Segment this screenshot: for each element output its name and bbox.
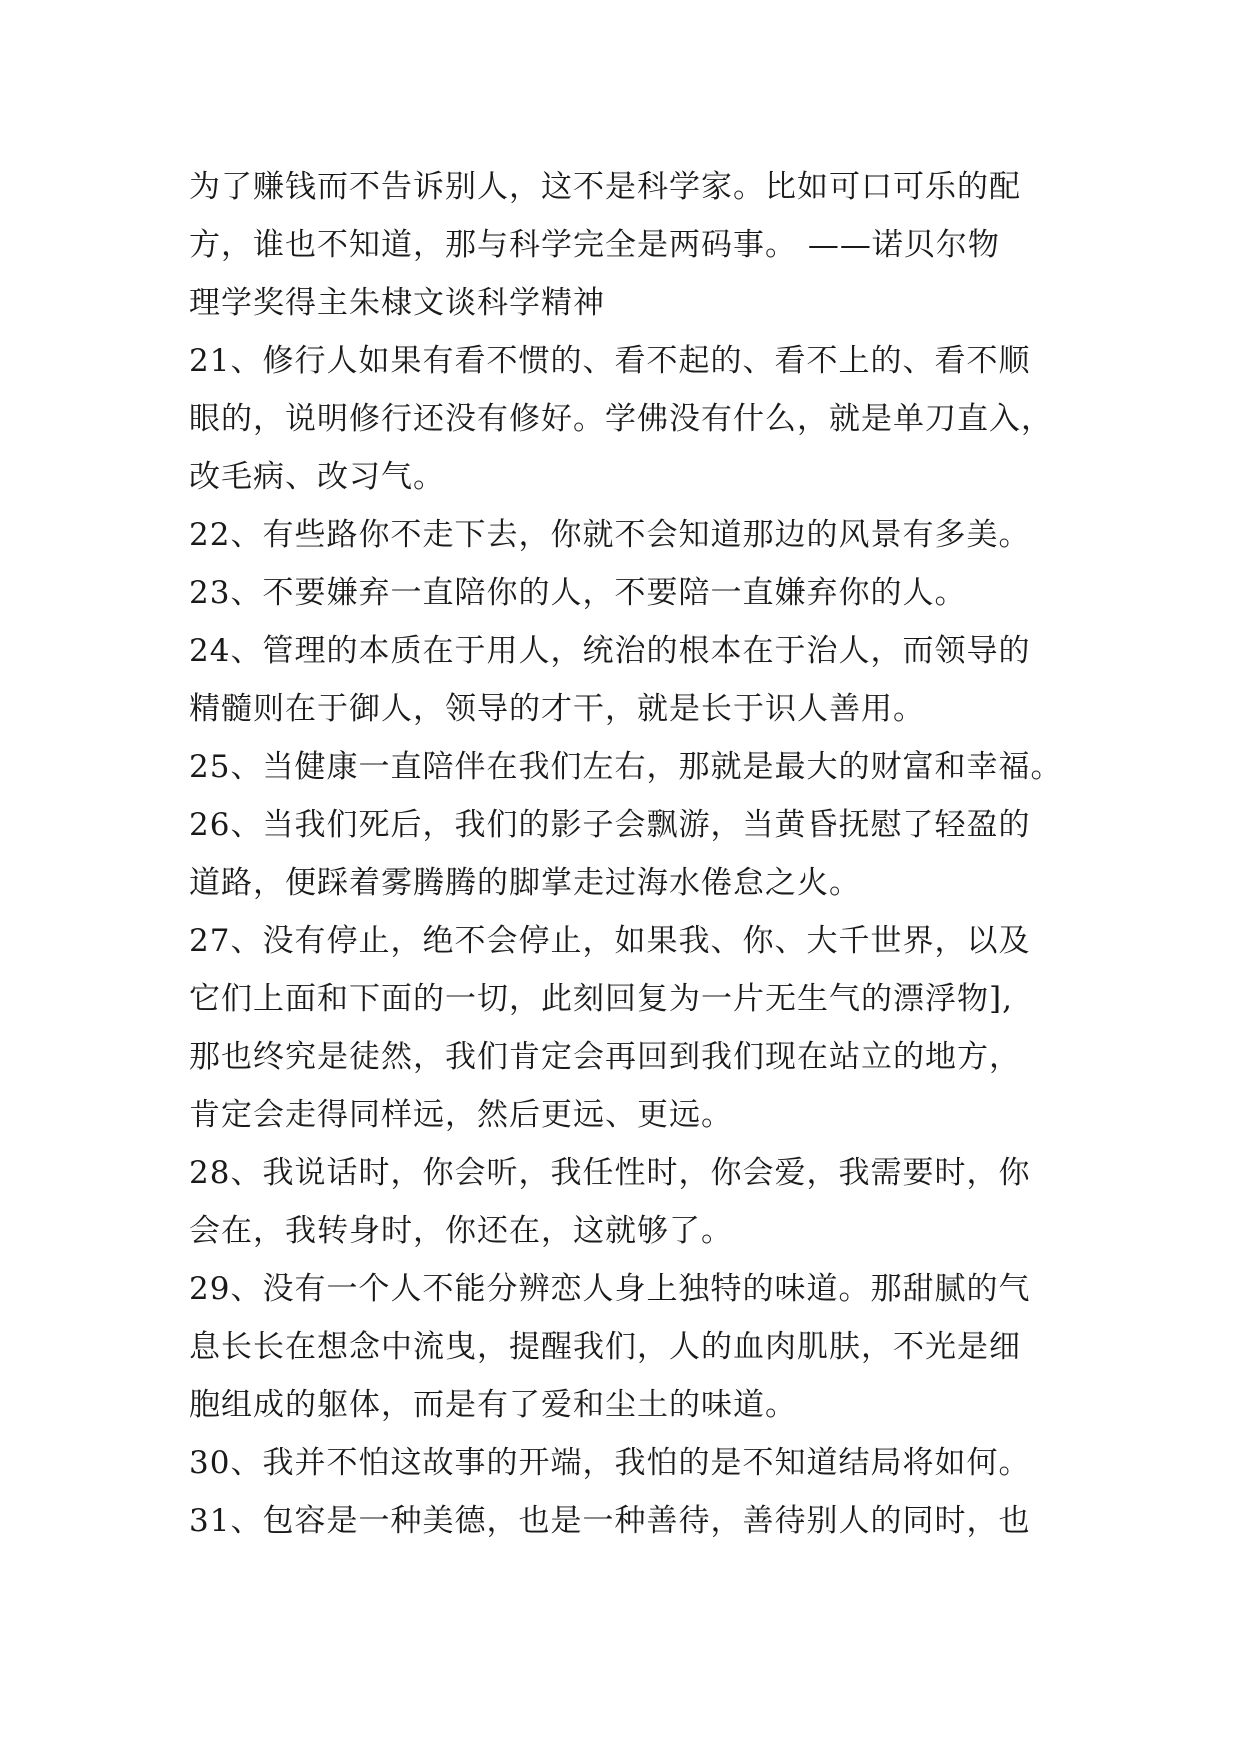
text-line: 胞组成的躯体，而是有了爱和尘土的味道。 — [189, 1387, 797, 1423]
text-line: 精髓则在于御人，领导的才干，就是长于识人善用。 — [189, 691, 925, 727]
body-text — [189, 158, 1069, 1550]
text-line: 为了赚钱而不告诉别人，这不是科学家。比如可口可乐的配 — [189, 169, 1021, 205]
text-line: 理学奖得主朱棣文谈科学精神 — [189, 285, 605, 321]
text-line: 它们上面和下面的一切，此刻回复为一片无生气的漂浮物], — [189, 981, 1013, 1017]
text-line: 28、我说话时，你会听，我任性时，你会爱，我需要时，你 — [189, 1155, 1031, 1191]
text-line: 27、没有停止，绝不会停止，如果我、你、大千世界，以及 — [189, 923, 1031, 959]
text-line: 那也终究是徒然，我们肯定会再回到我们现在站立的地方， — [189, 1039, 1021, 1075]
text-line: 会在，我转身时，你还在，这就够了。 — [189, 1213, 733, 1249]
text-line: 改毛病、改习气。 — [189, 459, 445, 495]
text-line: 26、当我们死后，我们的影子会飘游，当黄昏抚慰了轻盈的 — [189, 807, 1031, 843]
text-line: 23、不要嫌弃一直陪你的人，不要陪一直嫌弃你的人。 — [189, 575, 967, 611]
text-line: 22、有些路你不走下去，你就不会知道那边的风景有多美。 — [189, 517, 1031, 553]
text-line: 道路，便踩着雾腾腾的脚掌走过海水倦怠之火。 — [189, 865, 861, 901]
text-line: 31、包容是一种美德，也是一种善待，善待别人的同时，也 — [189, 1503, 1031, 1539]
text-line: 息长长在想念中流曳，提醒我们，人的血肉肌肤，不光是细 — [189, 1329, 1021, 1365]
text-line: 29、没有一个人不能分辨恋人身上独特的味道。那甜腻的气 — [189, 1271, 1031, 1307]
text-line: 眼的，说明修行还没有修好。学佛没有什么，就是单刀直入， — [189, 401, 1053, 437]
text-line: 肯定会走得同样远，然后更远、更远。 — [189, 1097, 733, 1133]
text-line: 24、管理的本质在于用人，统治的根本在于治人，而领导的 — [189, 633, 1031, 669]
text-line: 21、修行人如果有看不惯的、看不起的、看不上的、看不顺 — [189, 343, 1031, 379]
text-line: 方，谁也不知道，那与科学完全是两码事。 ——诺贝尔物 — [189, 227, 1000, 263]
text-line: 30、我并不怕这故事的开端，我怕的是不知道结局将如何。 — [189, 1445, 1031, 1481]
text-line: 25、当健康一直陪伴在我们左右，那就是最大的财富和幸福。 — [189, 749, 1063, 785]
